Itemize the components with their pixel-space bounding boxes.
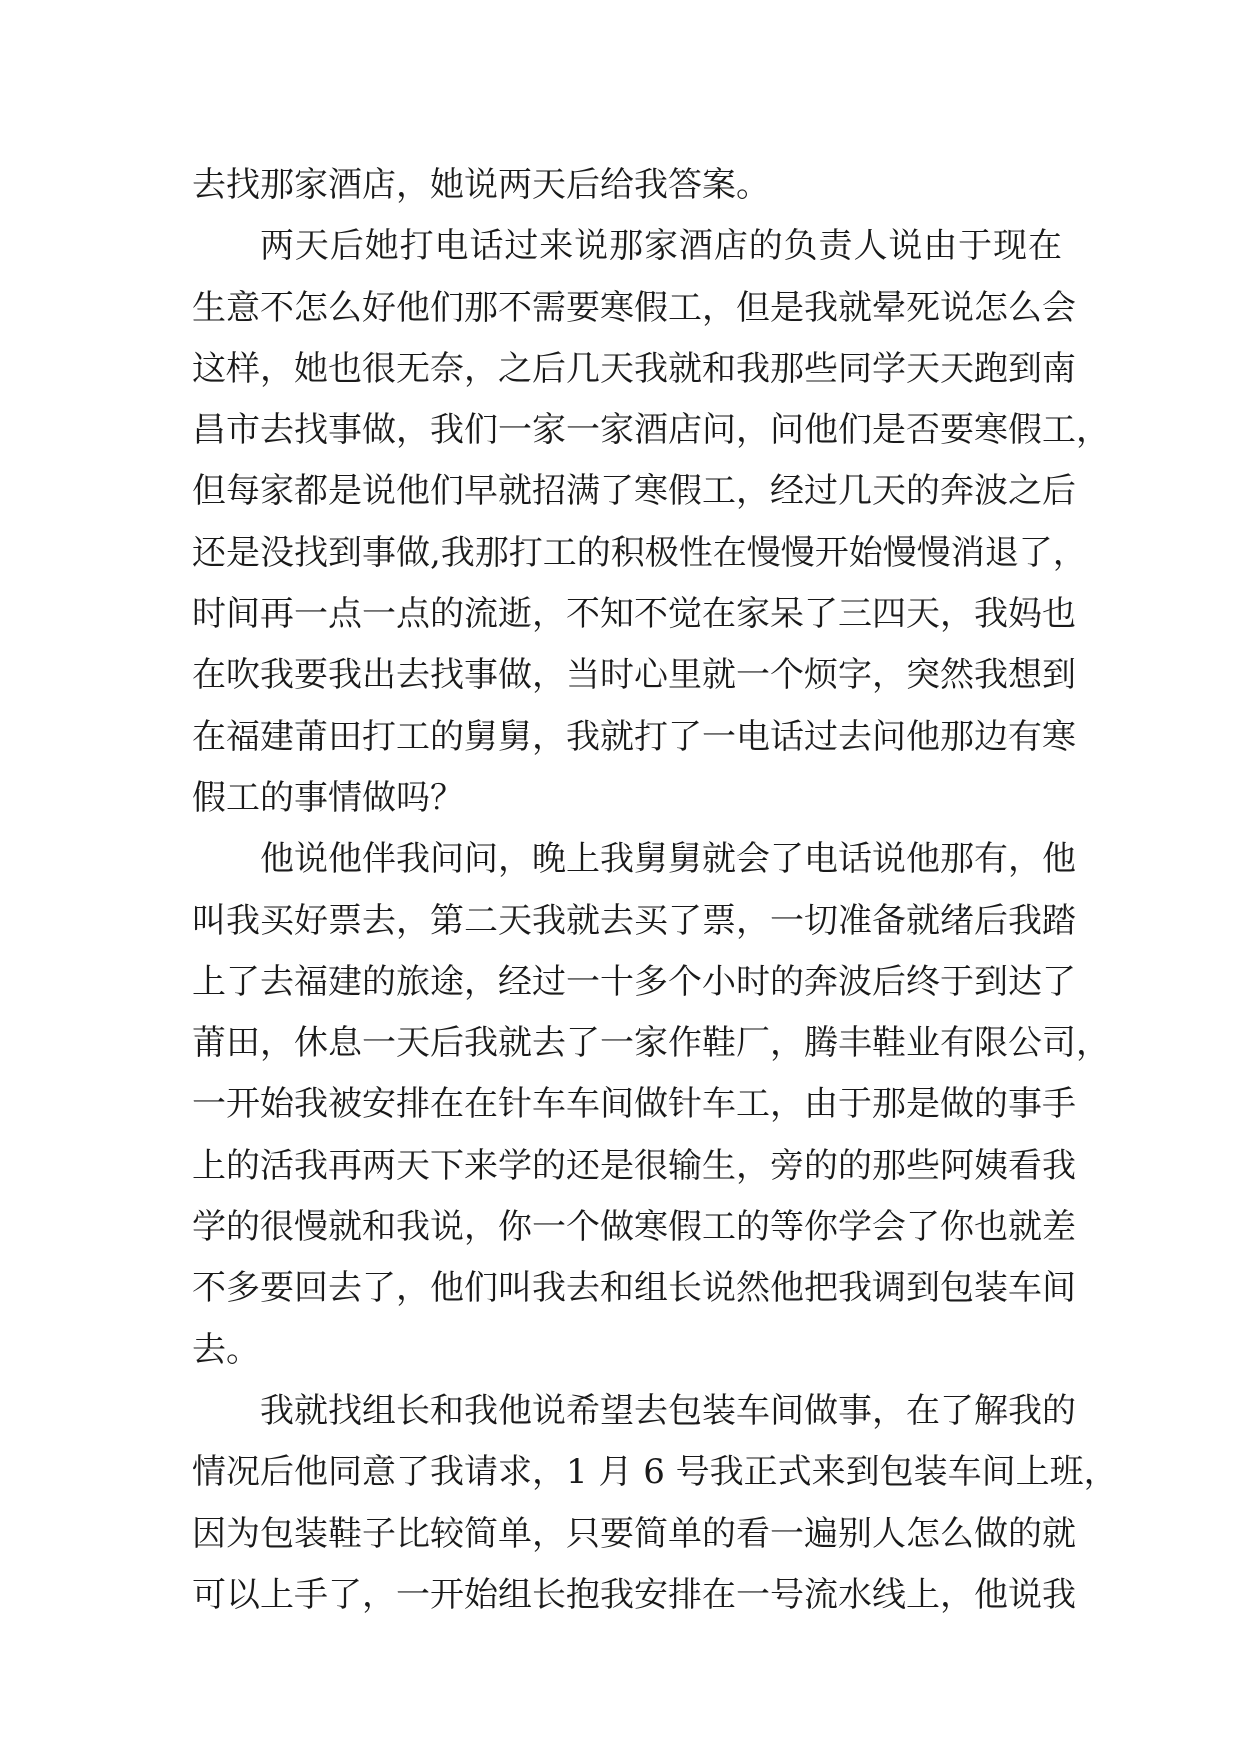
paragraph-first-line: 我就找组长和我他说希望去包装车间做事，在了解我的 — [260, 1390, 1076, 1431]
text-line: 情况后他同意了我请求，1 月 6 号我正式来到包装车间上班， — [192, 1452, 1118, 1493]
text-line: 因为包装鞋子比较简单，只要简单的看一遍别人怎么做的就 — [192, 1513, 1076, 1554]
text-line: 可以上手了，一开始组长抱我安排在一号流水线上，他说我 — [192, 1574, 1076, 1615]
text-line: 叫我买好票去，第二天我就去买了票，一切准备就绪后我踏 — [192, 900, 1076, 941]
paragraph-first-line: 两天后她打电话过来说那家酒店的负责人说由于现在 — [260, 226, 1062, 267]
text-line: 去找那家酒店，她说两天后给我答案。 — [192, 165, 770, 205]
text-line: 假工的事情做吗？ — [192, 777, 464, 818]
text-line: 不多要回去了，他们叫我去和组长说然他把我调到包装车间 — [192, 1268, 1076, 1309]
text-line: 上了去福建的旅途，经过一十多个小时的奔波后终于到达了 — [192, 961, 1076, 1002]
text-line: 还是没找到事做,我那打工的积极性在慢慢开始慢慢消退了， — [192, 532, 1087, 573]
text-line: 在福建莆田打工的舅舅，我就打了一电话过去问他那边有寒 — [192, 716, 1076, 757]
paragraph-first-line: 他说他伴我问问，晚上我舅舅就会了电话说他那有，他 — [260, 839, 1076, 880]
text-line: 上的活我再两天下来学的还是很输生，旁的的那些阿姨看我 — [192, 1145, 1076, 1186]
text-line: 在吹我要我出去找事做，当时心里就一个烦字，突然我想到 — [192, 655, 1076, 696]
text-line: 莆田，休息一天后我就去了一家作鞋厂，腾丰鞋业有限公司， — [192, 1023, 1110, 1064]
text-line: 时间再一点一点的流逝，不知不觉在家呆了三四天，我妈也 — [192, 594, 1076, 635]
text-line: 生意不怎么好他们那不需要寒假工，但是我就晕死说怎么会 — [192, 287, 1076, 328]
text-line: 一开始我被安排在在针车车间做针车工，由于那是做的事手 — [192, 1084, 1076, 1125]
text-line: 学的很慢就和我说，你一个做寒假工的等你学会了你也就差 — [192, 1207, 1076, 1248]
body-text — [192, 155, 1118, 1626]
text-line: 去。 — [192, 1329, 260, 1370]
text-line: 但每家都是说他们早就招满了寒假工，经过几天的奔波之后 — [192, 471, 1076, 512]
text-line: 这样，她也很无奈，之后几天我就和我那些同学天天跑到南 — [192, 348, 1076, 389]
text-line: 昌市去找事做，我们一家一家酒店问，问他们是否要寒假工， — [192, 410, 1110, 451]
